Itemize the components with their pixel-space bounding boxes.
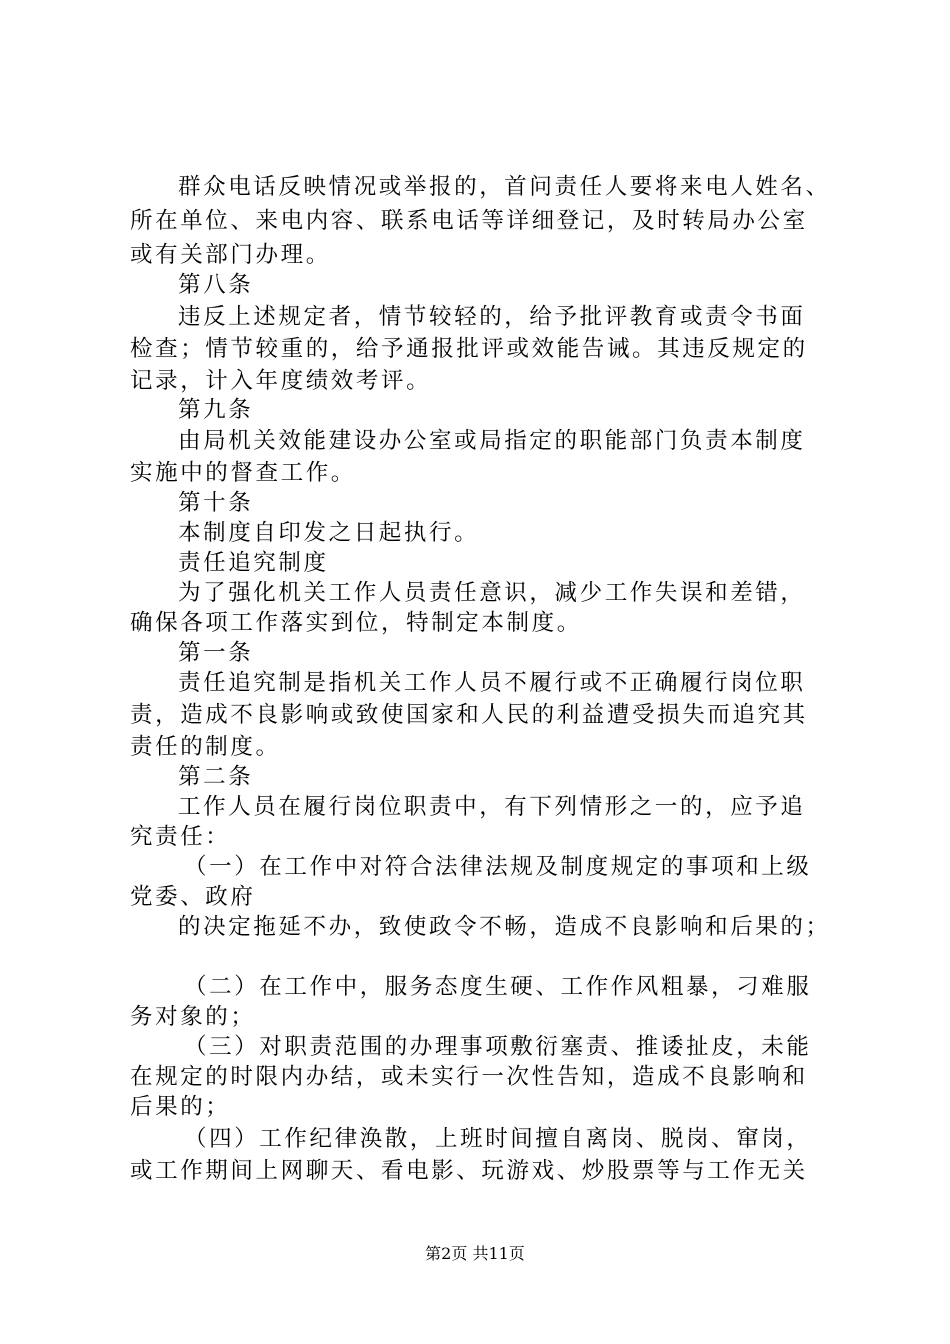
text-line: （三）对职责范围的办理事项敷衍塞责、推诿扯皮，未能 <box>184 1034 812 1060</box>
text-line: 在规定的时限内办结，或未实行一次性告知，造成不良影响和 <box>130 1064 808 1090</box>
text-line: （二）在工作中，服务态度生硬、工作作风粗暴，刁难服 <box>184 974 812 1000</box>
text-line: 群众电话反映情况或举报的，首问责任人要将来电人姓名、 <box>178 174 831 200</box>
article-heading: 第一条 <box>178 640 254 666</box>
text-line: 所在单位、来电内容、联系电话等详细登记，及时转局办公室 <box>130 208 808 234</box>
text-line: 责，造成不良影响或致使国家和人民的利益遭受损失而追究其 <box>130 702 808 728</box>
page-number-footer: 第2页 共11页 <box>425 1244 525 1263</box>
text-line: （一）在工作中对符合法律法规及制度规定的事项和上级 <box>184 854 812 880</box>
text-line: 为了强化机关工作人员责任意识，减少工作失误和差错， <box>178 580 806 606</box>
text-line: 务对象的； <box>130 1004 256 1030</box>
text-line: 的决定拖延不办，致使政令不畅，造成不良影响和后果的； <box>178 914 831 940</box>
text-line: 工作人员在履行岗位职责中，有下列情形之一的，应予追 <box>178 794 806 820</box>
text-line: 本制度自印发之日起执行。 <box>178 520 480 546</box>
text-line: 检查；情节较重的，给予通报批评或效能告诫。其违反规定的 <box>130 336 808 362</box>
text-line: 责任追究制是指机关工作人员不履行或不正确履行岗位职 <box>178 670 806 696</box>
text-line: 违反上述规定者，情节较轻的，给予批评教育或责令书面 <box>178 304 806 330</box>
text-line: 由局机关效能建设办公室或局指定的职能部门负责本制度 <box>178 428 806 454</box>
section-heading: 责任追究制度 <box>178 550 329 576</box>
text-line: 后果的； <box>130 1094 231 1120</box>
text-line: 确保各项工作落实到位，特制定本制度。 <box>130 610 582 636</box>
text-line: 党委、政府 <box>130 884 256 910</box>
article-heading: 第八条 <box>178 272 254 298</box>
text-line: 或有关部门办理。 <box>130 242 331 268</box>
text-line: 实施中的督查工作。 <box>130 460 356 486</box>
article-heading: 第十条 <box>178 490 254 516</box>
article-heading: 第九条 <box>178 397 254 423</box>
text-line: 记录，计入年度绩效考评。 <box>130 368 432 394</box>
article-heading: 第二条 <box>178 764 254 790</box>
text-line: 或工作期间上网聊天、看电影、玩游戏、炒股票等与工作无关 <box>130 1158 808 1184</box>
text-line: 责任的制度。 <box>130 734 281 760</box>
text-line: （四）工作纪律涣散，上班时间擅自离岗、脱岗、窜岗， <box>184 1126 812 1152</box>
text-line: 究责任： <box>130 824 231 850</box>
